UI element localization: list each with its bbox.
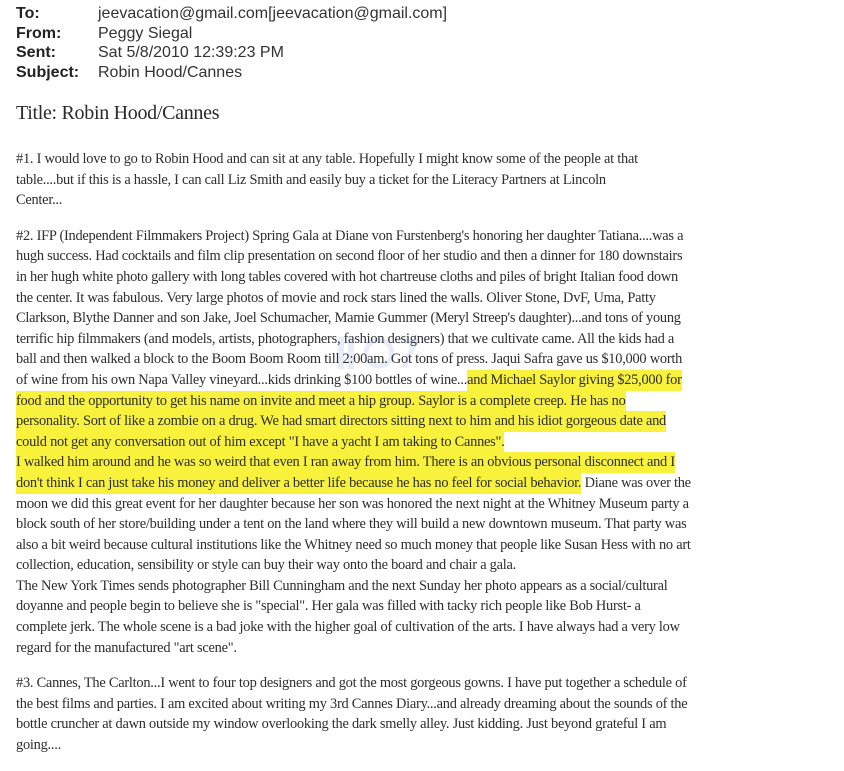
text-span: hugh success. Had cocktails and film clip presentation on second floor of her studio and then a dinner for 180 downstairs [16,248,683,265]
text-line [16,349,838,370]
text-line [16,149,838,170]
text-span: Clarkson, Blythe Danner and son Jake, Joel Schumacher, Mamie Gummer (Meryl Streep's daughter)...and tons of young [16,310,681,327]
text-line [16,596,838,617]
to-value: jeevacation@gmail.com[jeevacation@gmail.com] [98,5,448,22]
text-span: of wine from his own Napa Valley vineyard...kids drinking $100 bottles of wine... [16,371,468,388]
text-span: collection, education, sensibility or style can buy their way onto the board and chair a gala. [16,557,516,574]
text-line [16,576,838,597]
text-span: the best films and parties. I am excited about writing my 3rd Cannes Diary...and already dreaming about the sounds of the [16,695,688,712]
subject-label: Subject: [16,63,80,81]
text-line [16,190,838,211]
paragraph-3 [16,673,838,755]
text-span: also a bit weird because cultural institutions like the Whitney need so much money that people like Susan Hess with no art [16,536,691,553]
text-line [16,673,838,694]
text-line [16,535,838,556]
paragraph-2 [16,226,838,658]
text-line [16,452,838,473]
text-span: table....but if this is a hassle, I can call Liz Smith and easily buy a ticket for the Literacy Partners at Lincoln [16,171,606,188]
text-span: #2. IFP (Independent Filmmakers Project) Spring Gala at Diane von Furstenberg's honoring her daughter Tatiana....was a [16,227,684,244]
highlighted-text: I walked him around and he was so weird that even I ran away from him. There is an obvious personal disconnect and I [16,452,675,473]
header-sent-row [16,43,447,63]
text-span: complete jerk. The whole scene is a bad joke with the higher goal of cultivation of the arts. I have always had a very low [16,619,680,636]
text-line [16,391,838,412]
text-line [16,432,838,453]
text-span: in her hugh white photo gallery with long tables covered with hot chartreuse cloths and piles of bright Italian food down [16,268,678,285]
header-from-row [16,24,447,44]
text-line [16,267,838,288]
text-span: bottle cruncher at dawn outside my window overlooking the dark smelly alley. Just kidding. Just beyond grateful I am [16,716,667,733]
document-title: Title: Robin Hood/Cannes [16,102,220,124]
header-subject-row [16,63,447,83]
text-line [16,411,838,432]
text-line [16,555,838,576]
text-span: going.... [16,737,61,754]
text-span: moon we did this great event for her daughter because her son was honored the next night at the Whitney Museum party a [16,495,689,512]
text-line [16,514,838,535]
text-line [16,694,838,715]
text-span: Center... [16,192,63,209]
text-line [16,246,838,267]
text-line [16,288,838,309]
text-line [16,308,838,329]
text-line [16,638,838,659]
highlighted-text: and Michael Saylor giving $25,000 for [467,370,682,391]
subject-value: Robin Hood/Cannes [98,63,243,81]
text-span: terrific hip filmmakers (and models, artists, photographers, fashion designers) that we cultivate came. All the kids had a [16,330,675,347]
highlighted-text: could not get any conversation out of him except "I have a yacht I am taking to Cannes". [16,432,504,453]
text-line [16,714,838,735]
text-span: The New York Times sends photographer Bill Cunningham and the next Sunday her photo appears as a social/cultural [16,577,668,594]
text-line [16,170,838,191]
email-body [16,149,838,771]
text-line [16,617,838,638]
text-line [16,329,838,350]
highlighted-text: food and the opportunity to get his name on invite and meet a hip group. Saylor is a complete creep. He has no [16,391,626,412]
sent-label: Sent: [16,44,56,61]
email-header [16,4,447,82]
text-span: doyanne and people begin to believe she is "special". Her gala was filled with tacky rich people like Bob Hurst- a [16,598,641,615]
text-span: #3. Cannes, The Carlton...I went to four top designers and got the most gorgeous gowns. I have put together a schedule of [16,675,687,692]
paragraph-1 [16,149,838,211]
text-span: block south of her store/building under a tent on the land where they will build a new downtown museum. That party was [16,516,687,533]
from-value: Peggy Siegal [98,24,193,42]
text-line [16,735,838,756]
to-label: To: [16,5,40,22]
highlighted-text: personality. Sort of like a zombie on a drug. We had smart directors sitting next to him and his idiot gorgeous date and [16,411,666,432]
header-to-row [16,4,447,24]
text-line [16,473,838,494]
text-span: regard for the manufactured "art scene". [16,639,237,656]
text-line [16,494,838,515]
text-line [16,226,838,247]
from-label: From: [16,24,62,42]
text-span: #1. I would love to go to Robin Hood and can sit at any table. Hopefully I might know some of the people at that [16,151,638,167]
text-span: ball and then walked a block to the Boom Boom Room till 2:00am. Got tons of press. Jaqui Safra gave us $10,000 worth [16,351,683,368]
highlighted-text: don't think I can just take his money and deliver a better life because he has no feel for social behavior. [16,473,581,494]
text-span: Diane was over the [581,474,691,491]
text-line [16,370,838,391]
sent-value: Sat 5/8/2010 12:39:23 PM [98,44,284,61]
text-span: the center. It was fabulous. Very large photos of movie and rock stars lined the walls. Oliver Stone, DvF, Uma, Patty [16,289,656,306]
